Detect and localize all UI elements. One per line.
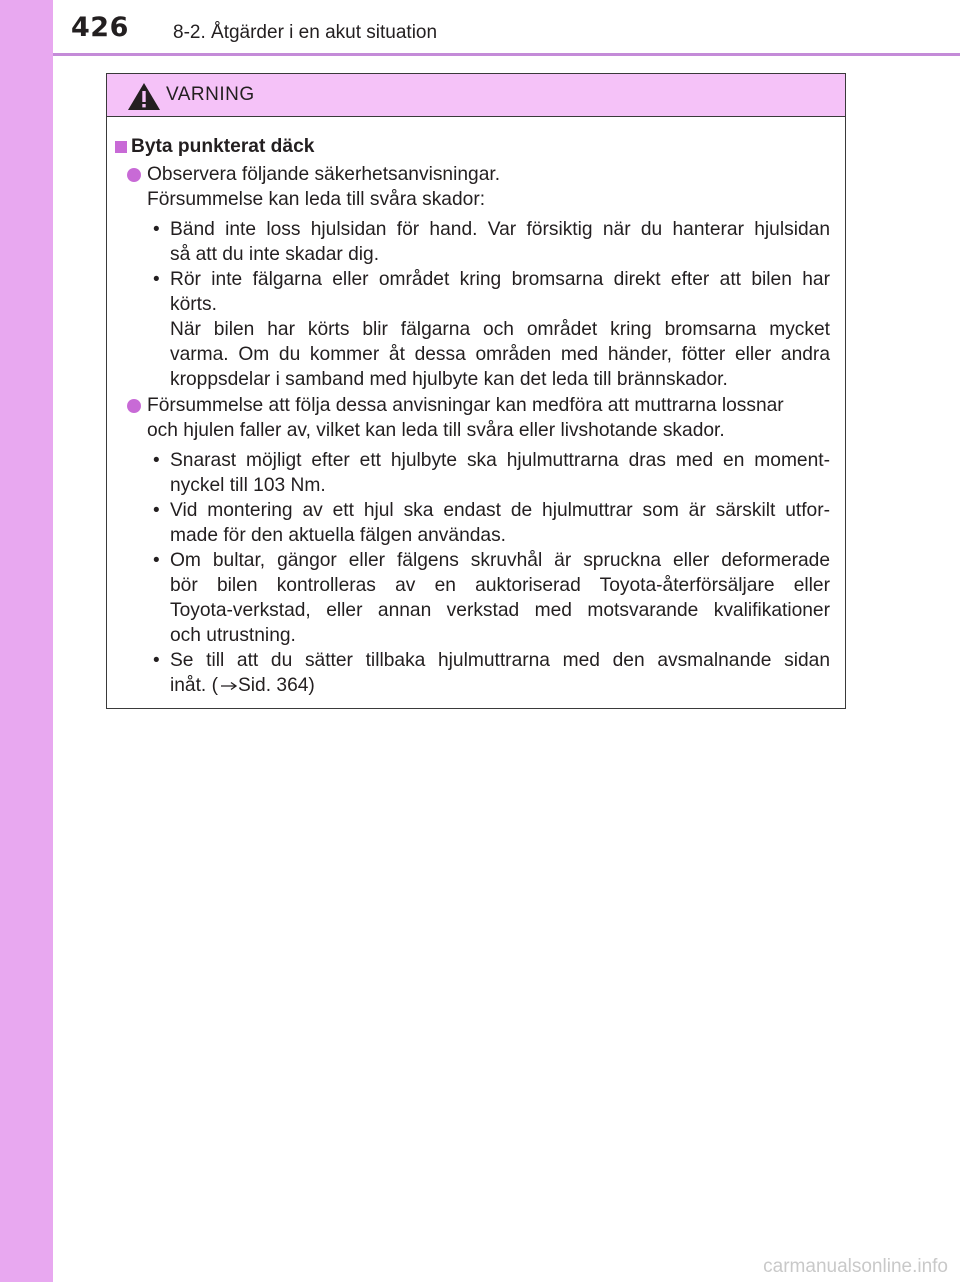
dot-bullet: • (153, 500, 160, 521)
point2-line1: Försummelse att följa dessa anvisningar kan medföra att muttrarna lossnar (147, 395, 784, 416)
bullet-line: Vid montering av ett hjul ska endast de hjulmuttrar som är särskilt utfor- (170, 500, 830, 521)
bullet-line: så att du inte skadar dig. (170, 244, 380, 265)
bullet-line: körts. (170, 294, 217, 315)
bullet-line: Toyota-verkstad, eller annan verkstad med motsvarande kvalifikationer (170, 600, 830, 621)
warning-box (106, 73, 846, 709)
reference-prefix: inåt. ( (170, 675, 218, 696)
bullet-line: nyckel till 103 Nm. (170, 475, 326, 496)
dot-bullet: • (153, 269, 160, 290)
side-bar (0, 0, 53, 1282)
bullet-line: varma. Om du kommer åt dessa områden med händer, fötter eller andra (170, 344, 830, 365)
bullet-line: bör bilen kontrolleras av en auktoriserad Toyota-återförsäljare eller (170, 575, 830, 596)
bullet-line: Snarast möjligt efter ett hjulbyte ska hjulmuttrarna dras med en moment- (170, 450, 830, 471)
bullet-line: Se till att du sätter tillbaka hjulmuttrarna med den avsmalnande sidan (170, 650, 830, 671)
circle-bullet-icon (127, 399, 141, 413)
dot-bullet: • (153, 450, 160, 471)
warning-header (107, 74, 845, 117)
bullet-line: Bänd inte loss hjulsidan för hand. Var försiktig när du hanterar hjulsidan (170, 219, 830, 240)
circle-bullet-icon (127, 168, 141, 182)
bullet-line: kroppsdelar i samband med hjulbyte kan det leda till brännskador. (170, 369, 728, 390)
warning-triangle-icon (127, 82, 161, 111)
point2-line2: och hjulen faller av, vilket kan leda till svåra eller livshotande skador. (147, 420, 725, 441)
page-number: 426 (71, 12, 129, 43)
bullet-line: Om bultar, gängor eller fälgens skruvhål är spruckna eller deformerade (170, 550, 830, 571)
section-heading: Byta punkterat däck (131, 136, 315, 157)
warning-title: VARNING (166, 84, 255, 105)
bullet-line: made för den aktuella fälgen användas. (170, 525, 507, 546)
point1-line2: Försummelse kan leda till svåra skador: (147, 189, 486, 210)
section-title: 8-2. Åtgärder i en akut situation (173, 22, 438, 43)
point1-line1: Observera följande säkerhetsanvisningar. (147, 164, 501, 185)
watermark: carmanualsonline.info (763, 1256, 948, 1277)
bullet-line: När bilen har körts blir fälgarna och området kring bromsarna mycket (170, 319, 830, 340)
square-bullet-icon (115, 141, 127, 153)
page-reference-link[interactable]: Sid. 364) (238, 675, 315, 696)
dot-bullet: • (153, 219, 160, 240)
bullet-line-with-reference (170, 673, 315, 698)
dot-bullet: • (153, 650, 160, 671)
bullet-line: och utrustning. (170, 625, 296, 646)
bullet-line: Rör inte fälgarna eller området kring bromsarna direkt efter att bilen har (170, 269, 830, 290)
dot-bullet: • (153, 550, 160, 571)
right-arrow-icon (220, 681, 238, 691)
header-divider (53, 53, 960, 56)
